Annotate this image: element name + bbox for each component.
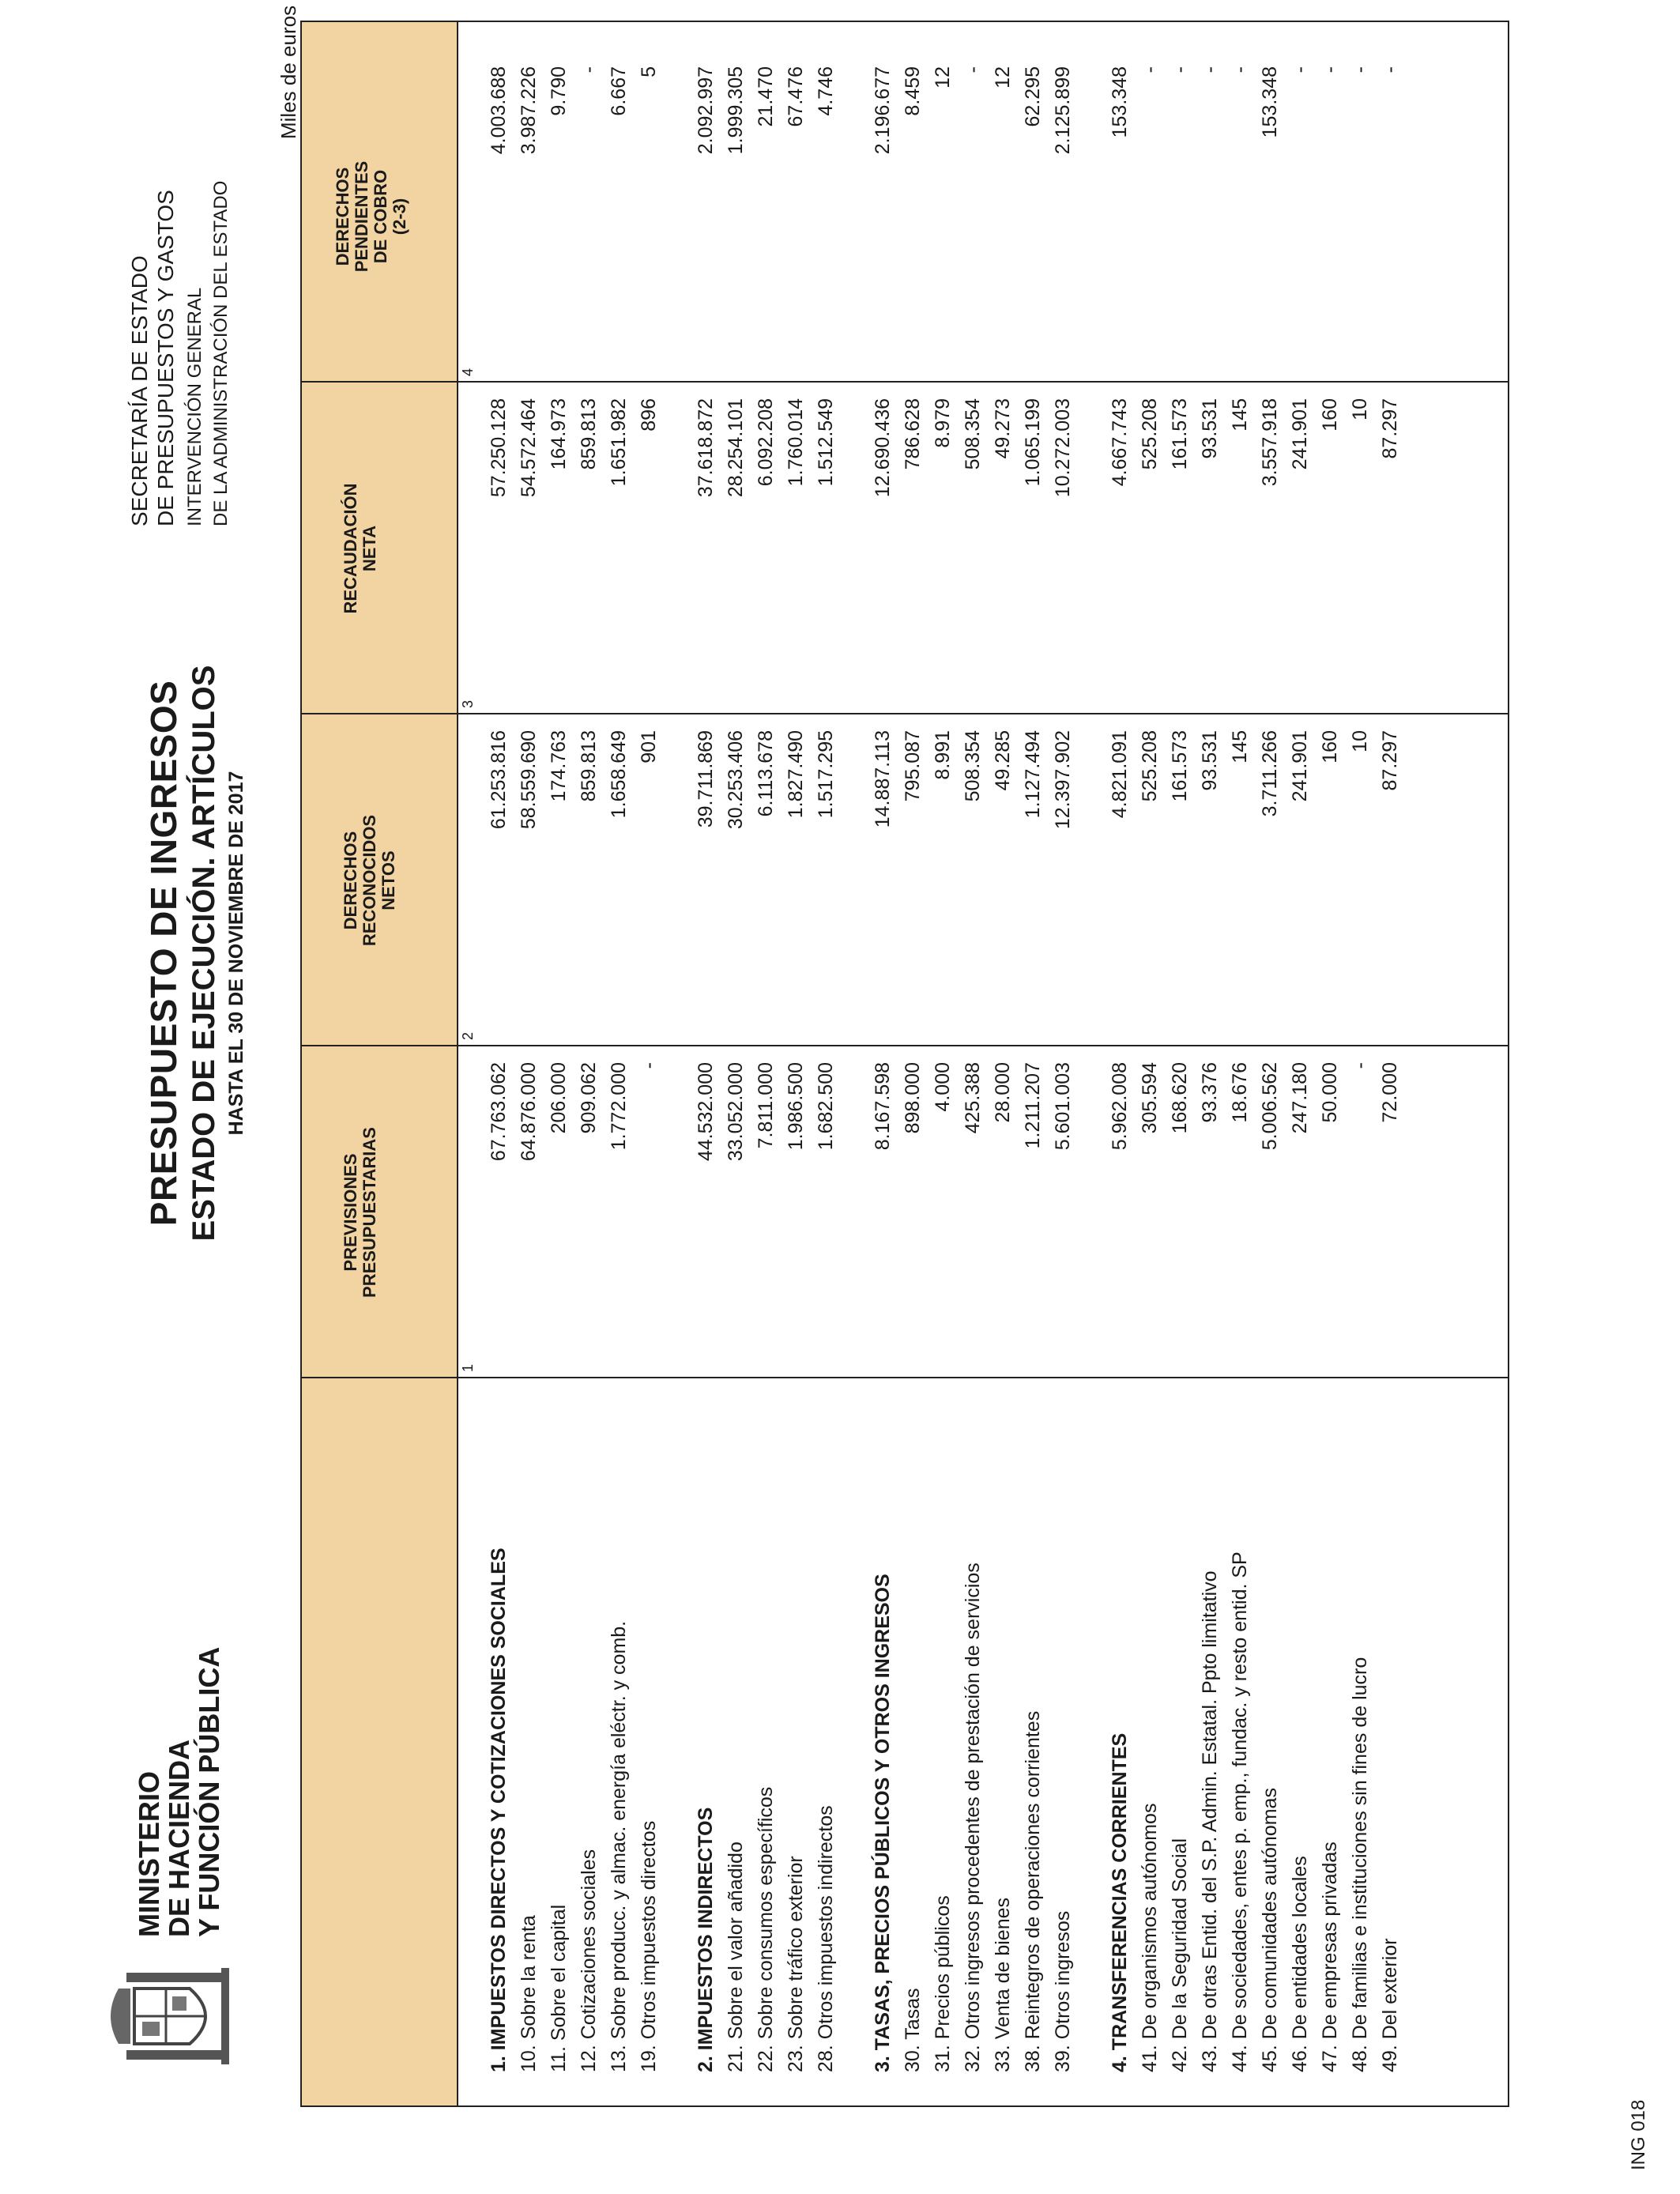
table-row bbox=[1226, 22, 1256, 2105]
row-label: 48. De familias e instituciones sin fines de lucro bbox=[1349, 1657, 1371, 2072]
row-label: 45. De comunidades autónomas bbox=[1259, 1788, 1281, 2072]
row-value: 4.667.743 bbox=[1109, 398, 1131, 487]
row-value: - bbox=[1139, 66, 1161, 74]
column-header-previsiones: PREVISIONES PRESUPUESTARIAS bbox=[341, 1127, 379, 1298]
row-label: 30. Tasas bbox=[902, 1988, 924, 2072]
row-value: 67.763.062 bbox=[488, 1062, 510, 1162]
row-value: - bbox=[638, 1062, 660, 1069]
units-label: Miles de euros bbox=[277, 5, 300, 139]
row-value: 37.618.872 bbox=[695, 398, 717, 498]
row-value: 901 bbox=[638, 730, 660, 763]
table-row bbox=[929, 22, 959, 2105]
row-label: 2. IMPUESTOS INDIRECTOS bbox=[695, 1807, 717, 2072]
row-label: 4. TRANSFERENCIAS CORRIENTES bbox=[1109, 1732, 1131, 2072]
table-row bbox=[545, 22, 575, 2105]
row-value: 18.676 bbox=[1229, 1062, 1251, 1123]
row-value: 5.006.562 bbox=[1259, 1062, 1281, 1151]
column-number: 3 bbox=[460, 699, 476, 708]
row-value: - bbox=[1289, 66, 1311, 74]
row-value: 8.167.598 bbox=[872, 1062, 894, 1151]
row-value: 153.348 bbox=[1259, 66, 1281, 138]
row-value: 1.760.014 bbox=[785, 398, 807, 487]
row-value: - bbox=[1229, 66, 1251, 74]
row-value: 1.512.549 bbox=[815, 398, 837, 487]
row-value: 1.682.500 bbox=[815, 1062, 837, 1151]
row-value: 67.476 bbox=[785, 66, 807, 127]
row-label: 1. IMPUESTOS DIRECTOS Y COTIZACIONES SOCIALES bbox=[488, 1547, 510, 2072]
column-number: 2 bbox=[460, 1031, 476, 1040]
row-value: 145 bbox=[1229, 398, 1251, 432]
row-value: 50.000 bbox=[1319, 1062, 1341, 1123]
row-value: - bbox=[1349, 66, 1371, 74]
row-value: - bbox=[1379, 66, 1401, 74]
row-label: 31. Precios públicos bbox=[932, 1895, 954, 2072]
row-label: 11. Sobre el capital bbox=[548, 1904, 570, 2072]
table-row bbox=[575, 22, 605, 2105]
row-value: 164.973 bbox=[548, 398, 570, 470]
row-value: 49.285 bbox=[992, 730, 1014, 791]
row-value: 8.979 bbox=[932, 398, 954, 448]
row-value: 61.253.816 bbox=[488, 730, 510, 830]
row-value: 10 bbox=[1349, 398, 1371, 420]
row-value: 7.811.000 bbox=[755, 1062, 777, 1149]
row-value: 795.087 bbox=[902, 730, 924, 802]
ministry-name: MINISTERIO DE HACIENDA Y FUNCIÓN PÚBLICA bbox=[133, 1646, 225, 1937]
row-value: 72.000 bbox=[1379, 1062, 1401, 1123]
row-value: 206.000 bbox=[548, 1062, 570, 1134]
row-value: 1.658.649 bbox=[608, 730, 630, 819]
table-group-row bbox=[485, 22, 515, 2105]
row-value: 2.092.997 bbox=[695, 66, 717, 155]
row-value: 508.354 bbox=[962, 730, 984, 802]
row-value: 1.772.000 bbox=[608, 1062, 630, 1151]
row-label: 19. Otros impuestos directos bbox=[638, 1820, 660, 2072]
table-row bbox=[635, 22, 665, 2105]
row-value: 4.746 bbox=[815, 66, 837, 116]
row-value: 1.999.305 bbox=[725, 66, 747, 155]
row-value: 12.397.902 bbox=[1052, 730, 1074, 830]
row-value: 58.559.690 bbox=[518, 730, 540, 830]
column-number: 1 bbox=[460, 1363, 476, 1372]
row-value: - bbox=[962, 66, 984, 74]
row-label: 43. De otras Entid. del S.P. Admin. Estatal. Ppto limitativo bbox=[1199, 1570, 1221, 2072]
report-subtitle: ESTADO DE EJECUCIÓN. ARTÍCULOS bbox=[186, 665, 221, 1242]
table-row bbox=[1286, 22, 1317, 2105]
row-value: 9.790 bbox=[548, 66, 570, 116]
table-row bbox=[722, 22, 752, 2105]
row-value: 898.000 bbox=[902, 1062, 924, 1134]
row-label: 44. De sociedades, entes p. emp., fundac. y resto entid. SP bbox=[1229, 1551, 1251, 2072]
row-value: 909.062 bbox=[578, 1062, 600, 1134]
table-group-row bbox=[1106, 22, 1136, 2105]
row-label: 28. Otros impuestos indirectos bbox=[815, 1805, 837, 2072]
table-row bbox=[515, 22, 545, 2105]
row-value: 161.573 bbox=[1169, 730, 1191, 802]
row-value: 49.273 bbox=[992, 398, 1014, 459]
row-value: 161.573 bbox=[1169, 398, 1191, 470]
row-label: 49. Del exterior bbox=[1379, 1938, 1401, 2072]
row-value: 3.557.918 bbox=[1259, 398, 1281, 487]
row-value: 30.253.406 bbox=[725, 730, 747, 830]
row-label: 47. De empresas privadas bbox=[1319, 1842, 1341, 2072]
row-value: 1.651.982 bbox=[608, 398, 630, 487]
report-date: HASTA EL 30 DE NOVIEMBRE DE 2017 bbox=[225, 771, 247, 1136]
table-row bbox=[1377, 22, 1407, 2105]
row-value: 14.887.113 bbox=[872, 730, 894, 828]
row-value: 168.620 bbox=[1169, 1062, 1191, 1134]
row-value: 62.295 bbox=[1022, 66, 1044, 127]
row-value: 57.250.128 bbox=[488, 398, 510, 498]
table-row bbox=[1196, 22, 1226, 2105]
document-code: ING 018 bbox=[1628, 2099, 1649, 2170]
row-value: 2.196.677 bbox=[872, 66, 894, 155]
table-row bbox=[1049, 22, 1079, 2105]
row-value: 525.208 bbox=[1139, 398, 1161, 470]
row-value: 4.821.091 bbox=[1109, 730, 1131, 819]
row-value: 160 bbox=[1319, 398, 1341, 432]
table-row bbox=[1019, 22, 1049, 2105]
row-value: 87.297 bbox=[1379, 398, 1401, 459]
table-row bbox=[1317, 22, 1347, 2105]
row-value: 3.711.266 bbox=[1259, 730, 1281, 817]
column-header-recaudacion: RECAUDACIÓN NETA bbox=[341, 483, 379, 614]
row-label: 32. Otros ingresos procedentes de prestación de servicios bbox=[962, 1563, 984, 2072]
row-label: 21. Sobre el valor añadido bbox=[725, 1842, 747, 2072]
row-label: 41. De organismos autónomos bbox=[1139, 1803, 1161, 2072]
table-row bbox=[1347, 22, 1377, 2105]
row-value: 786.628 bbox=[902, 398, 924, 470]
table-row bbox=[959, 22, 989, 2105]
report-title-block bbox=[142, 598, 248, 1309]
row-value: 6.092.208 bbox=[755, 398, 777, 487]
table-row bbox=[899, 22, 929, 2105]
row-value: 5.601.003 bbox=[1052, 1062, 1074, 1151]
row-value: 305.594 bbox=[1139, 1062, 1161, 1134]
row-value: 87.297 bbox=[1379, 730, 1401, 791]
row-label: 23. Sobre tráfico exterior bbox=[785, 1856, 807, 2072]
row-label: 10. Sobre la renta bbox=[518, 1915, 540, 2072]
issuing-department: SECRETARÍA DE ESTADO DE PRESUPUESTOS Y GASTOS INTERVENCIÓN GENERAL DE LA ADMINISTRACIÓN DEL ESTADO bbox=[127, 180, 232, 526]
row-value: 8.459 bbox=[902, 66, 924, 116]
table-group-row bbox=[869, 22, 899, 2105]
row-value: 21.470 bbox=[755, 66, 777, 127]
row-value: 28.000 bbox=[992, 1062, 1014, 1123]
row-value: 28.254.101 bbox=[725, 398, 747, 498]
row-value: 12 bbox=[992, 66, 1014, 89]
row-value: 425.388 bbox=[962, 1062, 984, 1134]
row-value: 1.127.494 bbox=[1022, 730, 1044, 819]
row-value: 64.876.000 bbox=[518, 1062, 540, 1162]
revenue-table bbox=[300, 21, 1509, 2107]
table-row bbox=[752, 22, 782, 2105]
row-value: 1.827.490 bbox=[785, 730, 807, 819]
row-label: 46. De entidades locales bbox=[1289, 1856, 1311, 2072]
row-value: 247.180 bbox=[1289, 1062, 1311, 1134]
row-value: 93.531 bbox=[1199, 730, 1221, 791]
coat-of-arms-logo bbox=[103, 1965, 245, 2068]
table-row bbox=[782, 22, 812, 2105]
row-value: 160 bbox=[1319, 730, 1341, 763]
row-value: 174.763 bbox=[548, 730, 570, 802]
row-value: 10.272.003 bbox=[1052, 398, 1074, 498]
row-value: 2.125.899 bbox=[1052, 66, 1074, 155]
column-number: 4 bbox=[460, 368, 476, 376]
row-value: 241.901 bbox=[1289, 730, 1311, 802]
row-value: - bbox=[578, 66, 600, 74]
row-value: 12.690.436 bbox=[872, 398, 894, 498]
row-value: 10 bbox=[1349, 730, 1371, 752]
row-value: 1.986.500 bbox=[785, 1062, 807, 1151]
row-value: 1.517.295 bbox=[815, 730, 837, 819]
row-value: - bbox=[1349, 1062, 1371, 1069]
row-value: 6.113.678 bbox=[755, 730, 777, 817]
table-group-row bbox=[692, 22, 722, 2105]
row-value: 508.354 bbox=[962, 398, 984, 470]
row-value: - bbox=[1199, 66, 1221, 74]
row-value: 3.987.226 bbox=[518, 66, 540, 155]
table-row bbox=[1166, 22, 1196, 2105]
table-row bbox=[605, 22, 635, 2105]
column-header-pendientes: DERECHOS PENDIENTES DE COBRO (2-3) bbox=[333, 160, 409, 273]
row-value: 54.572.464 bbox=[518, 398, 540, 498]
row-value: 4.000 bbox=[932, 1062, 954, 1112]
row-value: 6.667 bbox=[608, 66, 630, 116]
row-value: 145 bbox=[1229, 730, 1251, 763]
table-row bbox=[1256, 22, 1286, 2105]
table-row bbox=[812, 22, 842, 2105]
row-value: 12 bbox=[932, 66, 954, 89]
row-value: 93.376 bbox=[1199, 1062, 1221, 1123]
row-value: 1.211.207 bbox=[1022, 1062, 1044, 1149]
row-value: - bbox=[1169, 66, 1191, 74]
column-header-derechos-reconocidos: DERECHOS RECONOCIDOS NETOS bbox=[341, 814, 398, 947]
table-row bbox=[989, 22, 1019, 2105]
row-value: 896 bbox=[638, 398, 660, 432]
row-value: 33.052.000 bbox=[725, 1062, 747, 1162]
row-value: 5.962.008 bbox=[1109, 1062, 1131, 1151]
row-value: 1.065.199 bbox=[1022, 398, 1044, 487]
row-value: 44.532.000 bbox=[695, 1062, 717, 1162]
table-row bbox=[1136, 22, 1166, 2105]
row-value: 859.813 bbox=[578, 730, 600, 802]
row-label: 38. Reintegros de operaciones corrientes bbox=[1022, 1710, 1044, 2072]
row-label: 42. De la Seguridad Social bbox=[1169, 1838, 1191, 2072]
report-title: PRESUPUESTO DE INGRESOS bbox=[143, 680, 184, 1227]
row-value: 39.711.869 bbox=[695, 730, 717, 828]
row-label: 3. TASAS, PRECIOS PÚBLICOS Y OTROS INGRESOS bbox=[872, 1574, 894, 2072]
row-value: - bbox=[1319, 66, 1341, 74]
row-label: 39. Otros ingresos bbox=[1052, 1910, 1074, 2072]
row-value: 4.003.688 bbox=[488, 66, 510, 155]
row-value: 525.208 bbox=[1139, 730, 1161, 802]
row-value: 859.813 bbox=[578, 398, 600, 470]
row-label: 33. Venta de bienes bbox=[992, 1897, 1014, 2072]
row-value: 5 bbox=[638, 66, 660, 77]
row-value: 93.531 bbox=[1199, 398, 1221, 459]
row-label: 12. Cotizaciones sociales bbox=[578, 1849, 600, 2072]
row-label: 22. Sobre consumos específicos bbox=[755, 1786, 777, 2072]
row-value: 8.991 bbox=[932, 730, 954, 780]
row-value: 153.348 bbox=[1109, 66, 1131, 138]
row-label: 13. Sobre producc. y almac. energía eléctr. y comb. bbox=[608, 1620, 630, 2072]
row-value: 241.901 bbox=[1289, 398, 1311, 470]
